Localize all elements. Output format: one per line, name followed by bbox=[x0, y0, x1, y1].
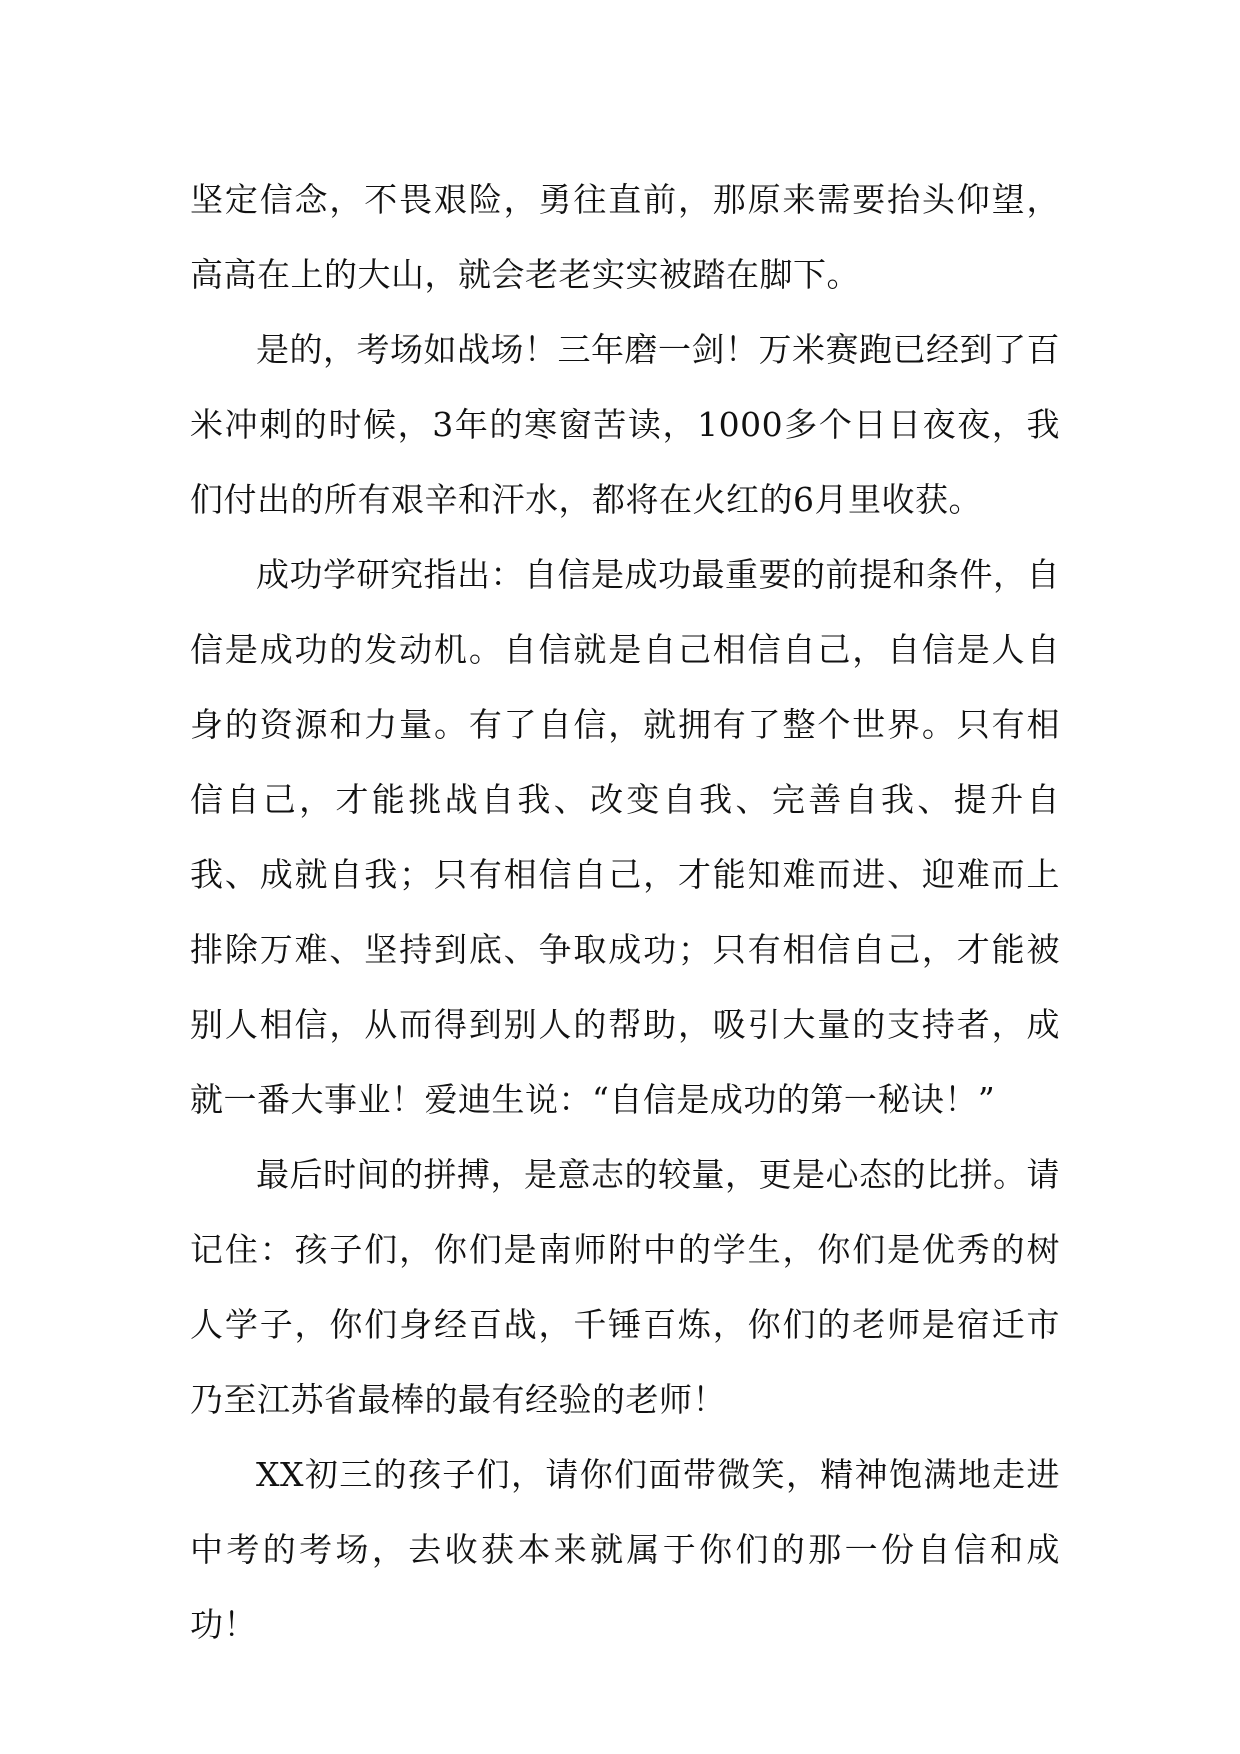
paragraph-confidence: 成功学研究指出：自信是成功最重要的前提和条件，自信是成功的发动机。自信就是自己相信自己，自信是人自身的资源和力量。有了自信，就拥有了整个世界。只有相信自己，才能挑战自我、改变自我、完善自我、提升自我、成就自我；只有相信自己，才能知难而进、迎难而上排除万难、坚持到底、争取成功；只有相信自己，才能被别人相信，从而得到别人的帮助，吸引大量的支持者，成就一番大事业！爱迪生说：“自信是成功的第一秘诀！” bbox=[190, 555, 1060, 1119]
paragraph-exam-battlefield: 是的，考场如战场！三年磨一剑！万米赛跑已经到了百米冲刺的时候，3年的寒窗苦读，1000多个日日夜夜，我们付出的所有艰辛和汗水，都将在火红的6月里收获。 bbox=[190, 330, 1060, 519]
paragraph-final-effort: 最后时间的拼搏，是意志的较量，更是心态的比拼。请记住：孩子们，你们是南师附中的学生，你们是优秀的树人学子，你们身经百战，千锤百炼，你们的老师是宿迁市乃至江苏省最棒的最有经验的老师！ bbox=[190, 1155, 1060, 1419]
paragraph-closing: XX初三的孩子们，请你们面带微笑，精神饱满地走进中考的考场，去收获本来就属于你们的那一份自信和成功！ bbox=[190, 1455, 1060, 1644]
paragraph-continuation: 坚定信念，不畏艰险，勇往直前，那原来需要抬头仰望，高高在上的大山，就会老老实实被踏在脚下。 bbox=[190, 180, 1060, 294]
document-body bbox=[190, 162, 1060, 1662]
